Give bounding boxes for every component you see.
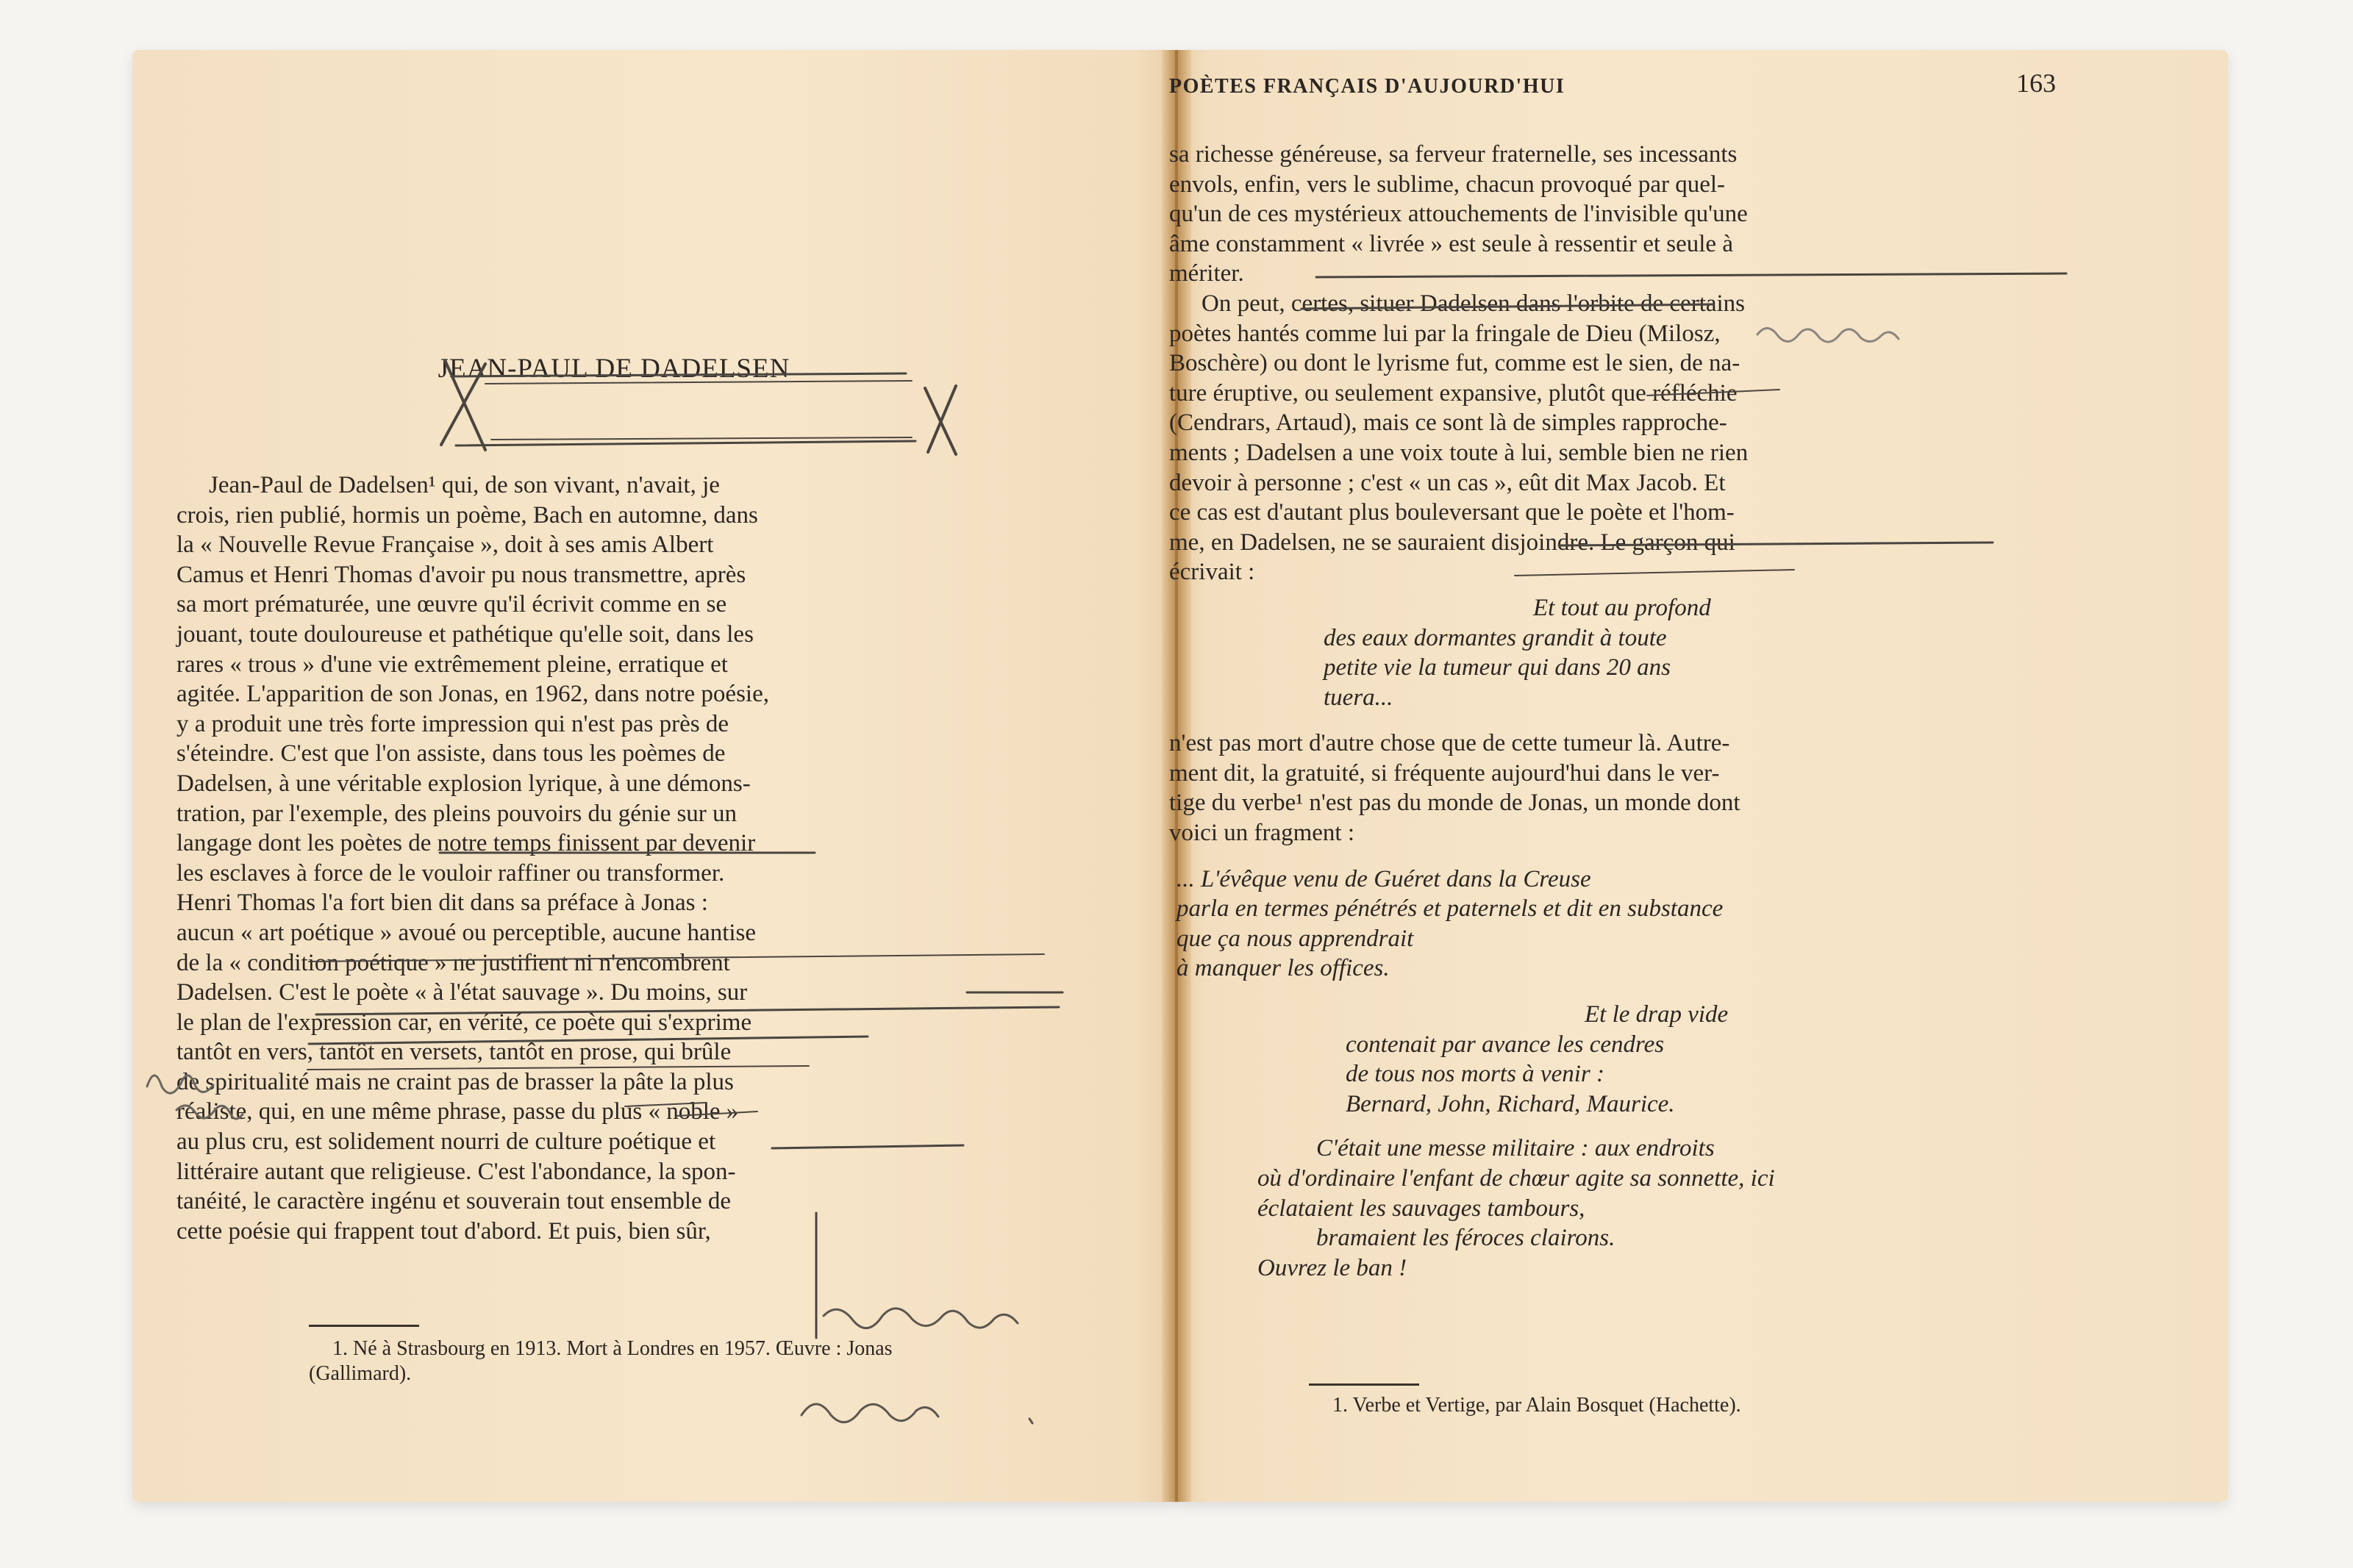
- text-line: crois, rien publié, hormis un poème, Bach en automne, dans: [176, 501, 758, 529]
- text-line: tanéité, le caractère ingénu et souverain tout ensemble de: [176, 1188, 732, 1215]
- text-line: de la « condition poétique » ne justifient ni n'encombrent: [176, 949, 730, 976]
- verse-block: [1346, 1000, 2068, 1119]
- text-line: devoir à personne ; c'est « un cas », eût dit Max Jacob. Et: [1169, 469, 1726, 496]
- text-line: langage dont les poètes de notre temps finissent par devenir: [176, 830, 756, 857]
- text-line: sa mort prématurée, une œuvre qu'il écrivit comme en se: [176, 591, 727, 618]
- text-line: Boschère) ou dont le lyrisme fut, comme est le sien, de na-: [1169, 350, 1740, 377]
- verse-line: Et le drap vide: [1585, 1001, 1729, 1028]
- text-line: n'est pas mort d'autre chose que de cette tumeur là. Autre-: [1169, 730, 1730, 757]
- text-line: sa richesse généreuse, sa ferveur fraternelle, ses incessants: [1169, 141, 1738, 168]
- text-line: (Cendrars, Artaud), mais ce sont là de simples rapproche-: [1169, 409, 1727, 437]
- text-line: les esclaves à force de le vouloir raffiner ou transformer.: [176, 859, 725, 887]
- verse-block: [1257, 1134, 2068, 1283]
- text-line: littéraire autant que religieuse. C'est l'abondance, la spon-: [176, 1158, 736, 1185]
- text-line: s'éteindre. C'est que l'on assiste, dans tous les poèmes de: [176, 740, 726, 767]
- left-body-text: [176, 470, 926, 1246]
- verse-line: Et tout au profond: [1533, 594, 1711, 621]
- verse-line: Bernard, John, Richard, Maurice.: [1346, 1090, 1675, 1117]
- text-line: me, en Dadelsen, ne se sauraient disjoindre. Le garçon qui: [1169, 529, 1735, 556]
- verse-line: de tous nos morts à venir :: [1346, 1061, 1604, 1088]
- text-line: ments ; Dadelsen a une voix toute à lui, semble bien ne rien: [1169, 439, 1749, 466]
- verse-block: [1176, 864, 2068, 984]
- right-body-text: [1169, 140, 2068, 1283]
- verse-line: éclataient les sauvages tambours,: [1257, 1195, 1585, 1222]
- footnote-line: 1. Né à Strasbourg en 1913. Mort à Londres en 1957. Œuvre : Jonas: [332, 1337, 893, 1360]
- text-line: âme constamment « livrée » est seule à ressentir et seule à: [1169, 230, 1733, 257]
- text-line: agitée. L'apparition de son Jonas, en 1962, dans notre poésie,: [176, 681, 769, 708]
- verse-line: où d'ordinaire l'enfant de chœur agite sa sonnette, ici: [1257, 1165, 1775, 1192]
- text-line: Dadelsen, à une véritable explosion lyrique, à une démons-: [176, 770, 751, 797]
- text-line: rares « trous » d'une vie extrêmement pleine, erratique et: [176, 651, 728, 678]
- text-line: envols, enfin, vers le sublime, chacun provoqué par quel-: [1169, 171, 1726, 198]
- text-line: ce cas est d'autant plus bouleversant que le poète et l'hom-: [1169, 499, 1735, 526]
- right-footnote: 1. Verbe et Vertige, par Alain Bosquet (Hachette).: [1332, 1394, 1741, 1417]
- text-line: Dadelsen. C'est le poète « à l'état sauvage ». Du moins, sur: [176, 979, 748, 1006]
- text-line: cette poésie qui frappent tout d'abord. Et puis, bien sûr,: [176, 1217, 711, 1245]
- verse-line: C'était une messe militaire : aux endroits: [1316, 1135, 1715, 1162]
- page-number: 163: [2016, 68, 2056, 98]
- text-line: la « Nouvelle Revue Française », doit à ses amis Albert: [176, 531, 714, 559]
- running-head: POÈTES FRANÇAIS D'AUJOURD'HUI: [1169, 75, 1565, 98]
- verse-line: contenait par avance les cendres: [1346, 1031, 1665, 1058]
- text-line: tration, par l'exemple, des pleins pouvoirs du génie sur un: [176, 800, 738, 827]
- text-line: ment dit, la gratuité, si fréquente aujourd'hui dans le ver-: [1169, 759, 1720, 787]
- text-line: voici un fragment :: [1169, 820, 1355, 847]
- verse-line: bramaient les féroces clairons.: [1316, 1225, 1615, 1252]
- verse-line: que ça nous apprendrait: [1176, 925, 1414, 952]
- text-line: Jean-Paul de Dadelsen¹ qui, de son vivant, n'avait, je: [209, 472, 720, 498]
- chapter-title-block: [301, 294, 926, 456]
- text-line: Henri Thomas l'a fort bien dit dans sa préface à Jonas :: [176, 889, 708, 917]
- text-line: tige du verbe¹ n'est pas du monde de Jonas, un monde dont: [1169, 790, 1740, 817]
- chapter-title: JEAN-PAUL DE DADELSEN: [438, 354, 790, 384]
- text-line: jouant, toute douloureuse et pathétique qu'elle soit, dans les: [176, 620, 754, 648]
- footnote-line: (Gallimard).: [309, 1362, 412, 1385]
- text-line: poètes hantés comme lui par la fringale de Dieu (Milosz,: [1169, 320, 1721, 347]
- verse-line: à manquer les offices.: [1176, 955, 1390, 982]
- text-line: réaliste, qui, en une même phrase, passe du plus « noble »: [176, 1098, 739, 1125]
- text-line: de spiritualité mais ne craint pas de brasser la pâte la plus: [176, 1068, 734, 1095]
- text-line: qu'un de ces mystérieux attouchements de l'invisible qu'une: [1169, 201, 1748, 228]
- left-footnote: [309, 1336, 1063, 1386]
- verse-line: des eaux dormantes grandit à toute: [1324, 624, 1667, 651]
- verse-line: petite vie la tumeur qui dans 20 ans: [1324, 654, 1671, 681]
- text-line: écrivait :: [1169, 559, 1255, 586]
- footnote-rule: [309, 1325, 419, 1327]
- text-line: mériter.: [1169, 260, 1244, 287]
- verse-block: [1324, 593, 2068, 712]
- verse-line: parla en termes pénétrés et paternels et dit en substance: [1176, 895, 1724, 923]
- text-line: au plus cru, est solidement nourri de culture poétique et: [176, 1128, 716, 1156]
- verse-line: ... L'évêque venu de Guéret dans la Creuse: [1176, 865, 1591, 892]
- verse-line: Ouvrez le ban !: [1257, 1254, 1407, 1281]
- text-line: tantôt en vers, tantôt en versets, tantôt en prose, qui brûle: [176, 1039, 732, 1066]
- text-line: On peut, certes, situer Dadelsen dans l'orbite de certains: [1202, 290, 1746, 317]
- text-line: ture éruptive, ou seulement expansive, plutôt que réfléchie: [1169, 379, 1738, 407]
- text-line: aucun « art poétique » avoué ou perceptible, aucune hantise: [176, 919, 757, 946]
- footnote-rule: [1309, 1383, 1419, 1386]
- text-line: Camus et Henri Thomas d'avoir pu nous transmettre, après: [176, 561, 746, 588]
- text-line: le plan de l'expression car, en vérité, ce poète qui s'exprime: [176, 1009, 752, 1036]
- text-line: y a produit une très forte impression qui n'est pas près de: [176, 710, 729, 737]
- verse-line: tuera...: [1324, 684, 1393, 711]
